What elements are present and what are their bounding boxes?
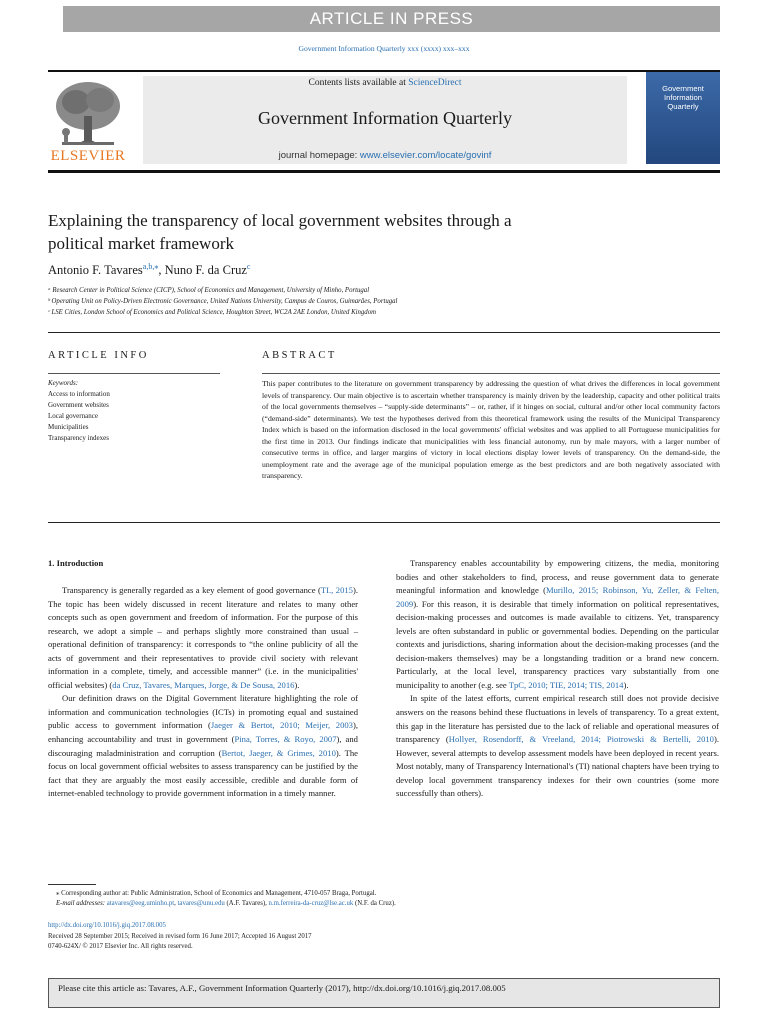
citation-link[interactable]: Pina, Torres, & Royo, 2007 [234, 734, 337, 745]
abstract-bottom-rule [48, 522, 720, 523]
keyword-item: Access to information [48, 390, 110, 398]
affiliation-a: ᵃ Research Center in Political Science (CICP), School of Economics and Management, University of Minho, Portugal [48, 287, 370, 294]
paragraph: Transparency enables accountability by empowering citizens, the media, monitoring bodies and other stakeholders to find, process, and reuse government data to generate meaningful information and knowledge (Murillo, 2015; Robinson, Yu, Zeller, & Felten, 2009). For this reason, it is desirable that timely information on political representatives, decision-making processes and outcomes is made available to citizens. Yet, transparency levels are often substandard in public or governmental bodies. Depending on the particular contexts and jurisdictions, sharing information about the decision-making processes (and the decision-makers themselves) may be a longstanding tradition or a brand new concern. Particularly, at the local level, transparency practices vary substantially from one municipality to another (e.g. see TpC, 2010; TIE, 2014; TIS, 2014). [396, 558, 720, 690]
author-list [48, 262, 250, 278]
section-heading-introduction: 1. Introduction [48, 558, 104, 568]
elsevier-wordmark: ELSEVIER [50, 148, 126, 164]
citation-link[interactable]: TpC, 2010; TIE, 2014; TIS, 2014 [508, 679, 624, 690]
cite-this-article-text[interactable]: Please cite this article as: Tavares, A.F., Government Information Quarterly (2017), http://dx.doi.org/10.1016/j.giq.2017.08.005 [58, 983, 506, 993]
journal-citation-line[interactable]: Government Information Quarterly xxx (xxxx) xxx–xxx [298, 44, 470, 53]
paragraph: Our definition draws on the Digital Government literature highlighting the role of information and communication technologies (ICTs) in promoting equal and sustained public access to government information (Jaeger & Bertot, 2010; Meijer, 2003), enhancing accountability and trust in government (Pina, Torres, & Royo, 2007), and discouraging maladministration and corruption (Bertot, Jaeger, & Grimes, 2010). The focus on local government official websites to assess transparency can be justified by the fact that they are arguably the most easily accessible, credible and durable form of internet-enabled technology to provide government information in a timely manner. [48, 693, 358, 799]
section-divider [48, 332, 720, 333]
keywords-label: Keywords: [48, 379, 79, 387]
copyright-line: 0740-624X/ © 2017 Elsevier Inc. All rights reserved. [48, 943, 193, 950]
keywords-list [48, 389, 110, 444]
citation-link[interactable]: Jaeger & Bertot, 2010; Meijer, 2003 [210, 720, 353, 731]
keywords-rule [48, 373, 220, 374]
paper-title-line-1: Explaining the transparency of local government websites through a [48, 211, 512, 230]
author-2[interactable]: , Nuno F. da Cruz [158, 263, 247, 278]
body-right-column [396, 557, 719, 801]
article-info-heading: ARTICLE INFO [48, 350, 149, 361]
abstract-text: This paper contributes to the literature on government transparency by addressing the question of what drives the differences in local government levels of transparency. Our main objective is to ascertain whether transparency is mainly driven by the leadership, capacity and other political traits of the local governments themselves – “supply-side determinants” – or, rather, if it hinges on social, cultural and/or other local community factors (“demand-side” determinants). We test the hypotheses derived from this theoretical framework using the results of the Municipal Transparency Index which is based on the information disclosed in the local governments' official websites and was applied to all Portuguese municipalities for the first time in 2013. Our findings indicate that municipalities with less financial autonomy, run by male mayors, with a larger number of consecutive terms in office, and larger margins of victory in local elections display lower levels of transparency. On the demand-side, the unemployment rate and the average age of the municipal population emerge as the best predictors and are both negatively associated with transparency. [262, 379, 720, 480]
cover-title-line-3: Quarterly [667, 102, 699, 111]
affiliation-b: ᵇ Operating Unit on Policy-Driven Electronic Governance, United Nations University, Campus de Couros, Guimarães, Portugal [48, 298, 398, 305]
author-1[interactable]: Antonio F. Tavares [48, 263, 143, 278]
citation-link[interactable]: da Cruz, Tavares, Marques, Jorge, & De Sousa, 2016 [112, 679, 295, 690]
article-in-press-banner: ARTICLE IN PRESS [63, 6, 720, 32]
doi-link[interactable]: http://dx.doi.org/10.1016/j.giq.2017.08.005 [48, 922, 166, 929]
cover-title-line-2: Information [664, 93, 702, 102]
abstract-rule [262, 373, 720, 374]
journal-cover-title [646, 84, 720, 111]
keyword-item: Government websites [48, 401, 109, 409]
corresponding-author-note: ⁎ Corresponding author at: Public Administration, School of Economics and Management, 4710-057 Braga, Portugal. [56, 890, 377, 897]
paper-title-line-2: political market framework [48, 234, 234, 253]
paper-title [48, 209, 648, 255]
keyword-item: Transparency indexes [48, 434, 109, 442]
abstract-heading: ABSTRACT [262, 350, 337, 361]
paragraph: In spite of the latest efforts, current empirical research still does not provide decisive answers on the reasons behind these fluctuations in levels of transparency. To a great extent, this gap in the literature has persisted due to the lack of reliable and operational measures of transparency (Hollyer, Rosendorff, & Vreeland, 2014; Piotrowski & Bertelli, 2010). However, several attempts to develop assessment models have been deployed in recent years. Most notably, many of Transparency International's (TI) national chapters have been trying to develop local government transparency indexes for their own countries (some more successfully than others). [396, 693, 719, 799]
citation-link[interactable]: Hollyer, Rosendorff, & Vreeland, 2014; Piotrowski & Bertelli, 2010 [448, 734, 714, 745]
citation-link[interactable]: Murillo, 2015; Robinson, Yu, Zeller, & Felten, 2009 [396, 585, 720, 609]
contents-prefix: Contents lists available at [308, 78, 409, 88]
author-1-affiliation-marks[interactable]: a,b,⁎ [142, 262, 159, 271]
homepage-prefix: journal homepage: [278, 150, 360, 161]
received-dates: Received 28 September 2015; Received in revised form 16 June 2017; Accepted 16 August 2017 [48, 933, 312, 940]
paragraph: Transparency is generally regarded as a key element of good governance (TI., 2015). The topic has been widely discussed in recent literature and relates to many other concepts such as open government and freedom of information. For the purpose of this research, we adopt a simple – and perhaps slightly more constrained than usual – operational definition of transparency: it corresponds to “the online publicity of all the acts of government and their representatives to provide civil society with relevant information in a complete, timely, and accessible manner” (i.e. in the municipalities' official websites) (da Cruz, Tavares, Marques, Jorge, & De Sousa, 2016). [48, 585, 358, 690]
citation-link[interactable]: Bertot, Jaeger, & Grimes, 2010 [221, 747, 336, 758]
sciencedirect-link[interactable]: ScienceDirect [408, 78, 462, 88]
masthead-top-rule [48, 70, 720, 72]
footnote-rule [48, 884, 96, 885]
journal-title: Government Information Quarterly [258, 108, 512, 128]
keyword-item: Local governance [48, 412, 98, 420]
cover-title-line-1: Government [662, 84, 704, 93]
keyword-item: Municipalities [48, 423, 89, 431]
email-link[interactable]: atavares@eeg.uminho.pt [106, 900, 175, 907]
journal-homepage-line [143, 150, 627, 161]
citation-link[interactable]: TI., 2015 [320, 585, 353, 595]
body-left-column [48, 584, 358, 801]
email-link[interactable]: n.m.ferreira-da-cruz@lse.ac.uk [268, 900, 354, 907]
email-link[interactable]: tavares@unu.edu [177, 900, 225, 907]
affiliation-c: ᶜ LSE Cities, London School of Economics and Political Science, Houghton Street, WC2A 2AE London, United Kingdom [48, 309, 377, 316]
masthead-bottom-rule [48, 170, 720, 173]
contents-available-line [143, 78, 627, 88]
email-addresses: E-mail addresses: atavares@eeg.uminho.pt, tavares@unu.edu (A.F. Tavares), n.m.ferreira-da-cruz@lse.ac.uk (N.F. da Cruz). [56, 900, 396, 907]
email-label: E-mail addresses: [56, 900, 107, 907]
homepage-link[interactable]: www.elsevier.com/locate/govinf [359, 150, 492, 161]
author-2-affiliation-marks[interactable]: c [246, 262, 251, 271]
